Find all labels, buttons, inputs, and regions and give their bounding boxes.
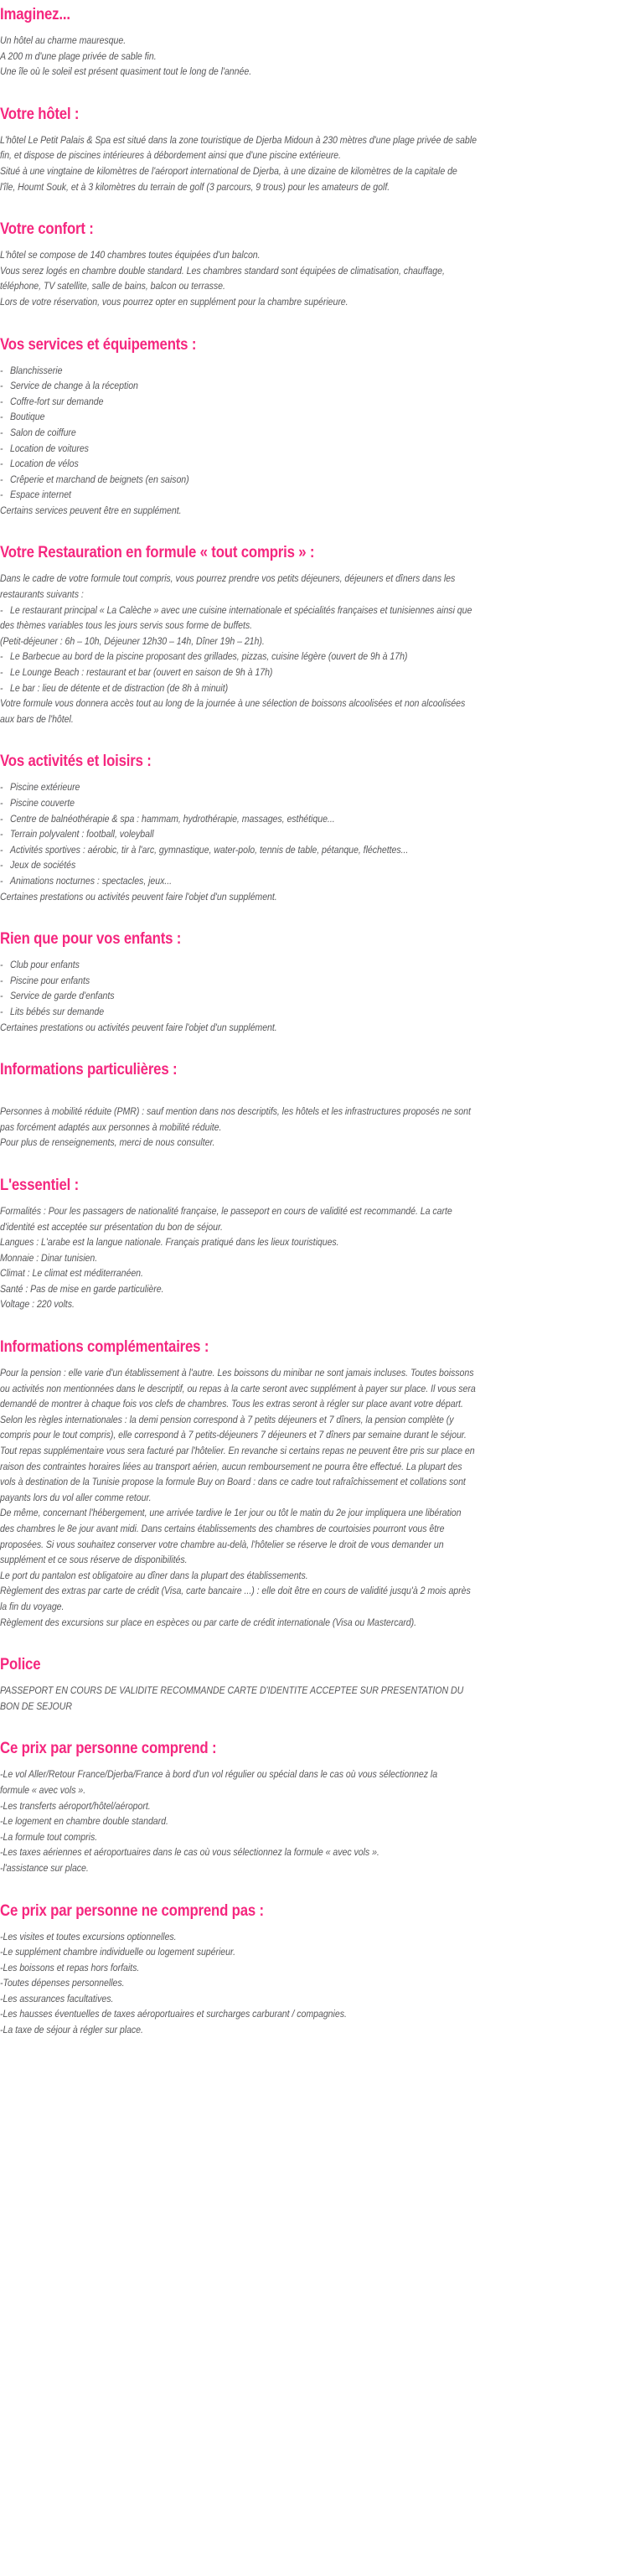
bullet-label: Lits bébés sur demande xyxy=(9,1005,105,1017)
body-line: des chambres le 8e jour avant midi. Dans certains établissements des chambres de courtoisies pourront vous être xyxy=(0,1523,445,1534)
bullet-label: Le Barbecue au bord de la piscine proposant des grillades, pizzas, cuisine légère (ouvert de 9h à 17h) xyxy=(9,650,408,663)
heading-text: Rien que pour vos enfants : xyxy=(0,929,182,949)
heading-text: Informations complémentaires : xyxy=(0,1337,209,1357)
bullet-item xyxy=(0,394,543,410)
bullet-label: Club pour enfants xyxy=(9,959,80,971)
heading-text: Ce prix par personne comprend : xyxy=(0,1739,217,1758)
body-line: -Les transferts aéroport/hôtel/aéroport. xyxy=(0,1799,151,1812)
bullet-label: Piscine pour enfants xyxy=(9,974,90,986)
bullet-label: Salon de coiffure xyxy=(9,426,76,438)
bullet-item xyxy=(0,957,543,973)
bullet-dash-icon: - xyxy=(0,666,3,679)
bullet-label: Espace internet xyxy=(9,489,71,501)
bullet-label: Boutique xyxy=(9,411,45,423)
bullet-dash-icon: - xyxy=(0,489,3,501)
bullet-item xyxy=(0,973,543,989)
heading-body-gap xyxy=(0,1088,635,1104)
bullet-item xyxy=(0,988,543,1004)
body-line: Climat : Le climat est méditerranéen. xyxy=(0,1267,143,1280)
body-line: -Les hausses éventuelles de taxes aéroportuaires et surcharges carburant / compagnies. xyxy=(0,2008,347,2020)
body-line: Votre formule vous donnera accès tout au long de la journée à une sélection de boissons alcoolisées et non alcoolisées xyxy=(0,697,466,710)
bullet-item xyxy=(0,680,543,696)
bullet-label: Piscine couverte xyxy=(9,797,75,809)
body-line: fin, et dispose de piscines intérieures à débordement ainsi que d'une piscine extérieure. xyxy=(0,149,341,162)
section-heading-informations-particulieres xyxy=(0,1060,635,1079)
body-line: Santé : Pas de mise en garde particulière. xyxy=(0,1282,164,1295)
body-line: A 200 m d'une plage privée de sable fin. xyxy=(0,49,157,62)
bullet-label: Activités sportives : aérobic, tir à l'arc, gymnastique, water-polo, tennis de table, pétanque, fléchettes... xyxy=(9,843,409,856)
bullet-item xyxy=(0,649,543,665)
body-line: BON DE SEJOUR xyxy=(0,1699,72,1712)
section-heading-rien-que-pour-vos-enfants xyxy=(0,929,635,948)
section-body xyxy=(0,1203,635,1312)
section-rien-que-pour-vos-enfants xyxy=(0,929,635,1035)
heading-text: Votre Restauration en formule « tout compris » : xyxy=(0,543,315,562)
section-body xyxy=(0,571,635,727)
section-body xyxy=(0,363,635,519)
bullet-label: Jeux de sociétés xyxy=(9,859,76,872)
bullet-dash-icon: - xyxy=(0,426,3,438)
body-line: supplément et ce sous réserve de disponibilités. xyxy=(0,1554,188,1566)
bullet-label: Centre de balnéothérapie & spa : hammam, hydrothérapie, massages, esthétique... xyxy=(9,812,335,825)
body-line: aux bars de l'hôtel. xyxy=(0,712,74,725)
body-line: Une île où le soleil est présent quasiment tout le long de l'année. xyxy=(0,65,252,78)
heading-text: Votre confort : xyxy=(0,220,94,239)
body-line: L'hôtel se compose de 140 chambres toutes équipées d'un balcon. xyxy=(0,249,261,261)
bullet-label: Service de change à la réception xyxy=(9,380,138,392)
body-line: -Le vol Aller/Retour France/Djerba/France à bord d'un vol régulier ou spécial dans le cas où vous sélectionnez la xyxy=(0,1768,438,1781)
section-l-essentiel xyxy=(0,1176,635,1312)
bullet-item xyxy=(0,779,543,795)
bullet-label: Le bar : lieu de détente et de distraction (de 8h à minuit) xyxy=(9,681,229,694)
body-line: payants lors du vol aller comme retour. xyxy=(0,1491,152,1503)
bullet-item xyxy=(0,811,543,827)
bullet-dash-icon: - xyxy=(0,395,3,407)
bullet-dash-icon: - xyxy=(0,650,3,663)
body-line: Selon les règles internationales : la demi pension correspond à 7 petits déjeuners et 7 dîners, la pension complète (y xyxy=(0,1413,454,1425)
section-prix-ne-comprend-pas xyxy=(0,1901,635,2038)
bullet-item xyxy=(0,441,543,457)
bullet-dash-icon: - xyxy=(0,828,3,841)
bullet-item xyxy=(0,603,543,618)
section-body xyxy=(0,1766,635,1875)
body-line: Dans le cadre de votre formule tout compris, vous pourrez prendre vos petits déjeuners, déjeuners et dîners dans les xyxy=(0,572,456,585)
bullet-label: Le restaurant principal « La Calèche » avec une cuisine internationale et spécialités françaises et tunisiennes ainsi que xyxy=(9,603,472,616)
body-line: Un hôtel au charme mauresque. xyxy=(0,34,126,46)
section-informations-complementaires xyxy=(0,1337,635,1630)
body-line: ou activités non mentionnées dans le descriptif, ou repas à la carte seront avec supplément à payer sur place. Il vous sera xyxy=(0,1382,476,1394)
body-line: Monnaie : Dinar tunisien. xyxy=(0,1251,98,1264)
heading-text: L'essentiel : xyxy=(0,1175,80,1194)
body-line: -Les assurances facultatives. xyxy=(0,1992,114,2004)
body-line: (Petit-déjeuner : 6h – 10h, Déjeuner 12h30 – 14h, Dîner 19h – 21h). xyxy=(0,634,265,647)
body-line: pas forcément adaptés aux personnes à mobilité réduite. xyxy=(0,1120,222,1133)
bullet-item xyxy=(0,487,543,503)
bullet-item xyxy=(0,425,543,441)
section-heading-vos-services xyxy=(0,335,635,354)
bullet-label: Le Lounge Beach : restaurant et bar (ouvert en saison de 9h à 17h) xyxy=(9,666,273,679)
bullet-dash-icon: - xyxy=(0,990,3,1002)
section-votre-hotel xyxy=(0,105,635,194)
body-line: Certaines prestations ou activités peuvent faire l'objet d'un supplément. xyxy=(0,1021,277,1033)
bullet-item xyxy=(0,378,543,394)
bullet-label: Coffre-fort sur demande xyxy=(9,395,104,407)
bullet-item xyxy=(0,472,543,488)
section-heading-informations-complementaires xyxy=(0,1337,635,1356)
body-line: compris pour le tout compris), elle correspond à 7 petits-déjeuners 7 déjeuners et 7 dîners par semaine durant le séjour. xyxy=(0,1429,467,1441)
body-line: Voltage : 220 volts. xyxy=(0,1298,75,1311)
body-line: De même, concernant l'hébergement, une arrivée tardive le 1er jour ou tôt le matin du 2e jour impliquera une libération xyxy=(0,1507,462,1519)
heading-text: Informations particulières : xyxy=(0,1060,178,1079)
body-line: Personnes à mobilité réduite (PMR) : sauf mention dans nos descriptifs, les hôtels et les infrastructures proposés ne sont xyxy=(0,1105,471,1118)
heading-text: Police xyxy=(0,1655,41,1674)
body-line: proposées. Si vous souhaitez conserver votre chambre au-delà, l'hôtelier se réserve le droit de vous demander un xyxy=(0,1538,444,1550)
bullet-item xyxy=(0,795,543,811)
bullet-dash-icon: - xyxy=(0,473,3,485)
heading-text: Vos services et équipements : xyxy=(0,334,197,354)
section-body xyxy=(0,1929,635,2038)
body-line: restaurants suivants : xyxy=(0,588,84,601)
bullet-label: Service de garde d'enfants xyxy=(9,990,115,1002)
bullet-dash-icon: - xyxy=(0,974,3,986)
body-line: -Le supplément chambre individuelle ou logement supérieur. xyxy=(0,1946,235,1958)
bullet-dash-icon: - xyxy=(0,859,3,872)
body-line: Langues : L'arabe est la langue nationale. Français pratiqué dans les lieux touristiques. xyxy=(0,1236,339,1249)
body-line: Certaines prestations ou activités peuvent faire l'objet d'un supplément. xyxy=(0,890,277,903)
bullet-item xyxy=(0,826,543,842)
section-body xyxy=(0,1683,635,1714)
bullet-dash-icon: - xyxy=(0,812,3,825)
body-line: Formalités : Pour les passagers de nationalité française, le passeport en cours de validité est recommandé. La carte xyxy=(0,1204,452,1217)
body-line: Règlement des excursions sur place en espèces ou par carte de crédit internationale (Visa ou Mastercard). xyxy=(0,1616,417,1628)
bullet-dash-icon: - xyxy=(0,797,3,809)
section-vos-activites xyxy=(0,752,635,904)
section-body xyxy=(0,132,635,194)
body-line: -Les boissons et repas hors forfaits. xyxy=(0,1961,140,1973)
bullet-label: Piscine extérieure xyxy=(9,781,80,794)
section-vos-services xyxy=(0,335,635,519)
bullet-item xyxy=(0,456,543,472)
bullet-item xyxy=(0,842,543,858)
bullet-label: Terrain polyvalent : football, voleyball xyxy=(9,828,154,841)
bullet-label: Blanchisserie xyxy=(9,364,63,376)
bullet-label: Location de vélos xyxy=(9,458,79,470)
body-line: -l'assistance sur place. xyxy=(0,1861,89,1874)
body-line: -La taxe de séjour à régler sur place. xyxy=(0,2024,143,2036)
bullet-item xyxy=(0,1004,543,1020)
body-line: -Les visites et toutes excursions optionnelles. xyxy=(0,1930,177,1942)
heading-text: Vos activités et loisirs : xyxy=(0,752,152,771)
section-imaginez xyxy=(0,5,635,80)
heading-text: Imaginez... xyxy=(0,5,70,23)
bullet-dash-icon: - xyxy=(0,781,3,794)
body-line: -Toutes dépenses personnelles. xyxy=(0,1977,125,1989)
bullet-dash-icon: - xyxy=(0,874,3,887)
body-line: l'île, Houmt Souk, et à 3 kilomètres du terrain de golf (3 parcours, 9 trous) pour les amateurs de golf. xyxy=(0,180,390,193)
bullet-dash-icon: - xyxy=(0,959,3,971)
bullet-dash-icon: - xyxy=(0,411,3,423)
bullet-dash-icon: - xyxy=(0,442,3,454)
body-line: Vous serez logés en chambre double standard. Les chambres standard sont équipées de climatisation, chauffage, xyxy=(0,264,445,277)
bullet-item xyxy=(0,665,543,680)
section-body xyxy=(0,1365,635,1630)
bullet-dash-icon: - xyxy=(0,681,3,694)
body-line: Pour plus de renseignements, merci de nous consulter. xyxy=(0,1136,215,1149)
bullet-dash-icon: - xyxy=(0,458,3,470)
section-heading-l-essentiel xyxy=(0,1176,635,1194)
bullet-dash-icon: - xyxy=(0,380,3,392)
body-line: demandé de montrer à chaque fois vos clefs de chambres. Tous les extras seront à régler sur place avant votre départ. xyxy=(0,1398,463,1410)
body-line: la fin du voyage. xyxy=(0,1600,65,1612)
section-body xyxy=(0,779,635,904)
section-votre-restauration xyxy=(0,543,635,727)
bullet-dash-icon: - xyxy=(0,843,3,856)
bullet-label: Crêperie et marchand de beignets (en saison) xyxy=(9,473,189,485)
section-heading-police xyxy=(0,1655,635,1673)
bullet-item xyxy=(0,873,543,889)
body-line: -Les taxes aériennes et aéroportuaires dans le cas où vous sélectionnez la formule « avec vols ». xyxy=(0,1846,379,1859)
body-line: L'hôtel Le Petit Palais & Spa est situé dans la zone touristique de Djerba Midoun à 230 mètres d'une plage privée de sable xyxy=(0,133,477,146)
section-police xyxy=(0,1655,635,1714)
section-body xyxy=(0,957,635,1035)
heading-text: Votre hôtel : xyxy=(0,104,80,123)
body-line: PASSEPORT EN COURS DE VALIDITE RECOMMANDE CARTE D'IDENTITE ACCEPTEE SUR PRESENTATION DU xyxy=(0,1684,464,1697)
body-line: formule « avec vols ». xyxy=(0,1783,86,1796)
body-line: Situé à une vingtaine de kilomètres de l'aéroport international de Djerba, à une dizaine de kilomètres de la capitale de xyxy=(0,164,457,177)
bullet-label: Animations nocturnes : spectacles, jeux... xyxy=(9,874,173,887)
body-line: Lors de votre réservation, vous pourrez opter en supplément pour la chambre supérieure. xyxy=(0,295,348,308)
section-heading-votre-restauration xyxy=(0,543,635,561)
section-heading-votre-confort xyxy=(0,220,635,238)
body-line: raison des contraintes horaires liées au transport aérien, aucun remboursement ne pourra être effectué. La plupart des xyxy=(0,1460,462,1472)
body-line: Pour la pension : elle varie d'un établissement à l'autre. Les boissons du minibar ne sont jamais incluses. Toutes boissons xyxy=(0,1367,474,1379)
body-line: Certains services peuvent être en supplément. xyxy=(0,504,182,516)
section-prix-comprend xyxy=(0,1739,635,1875)
heading-text: Ce prix par personne ne comprend pas : xyxy=(0,1901,264,1920)
section-votre-confort xyxy=(0,220,635,309)
section-body xyxy=(0,247,635,309)
section-body xyxy=(0,1104,635,1151)
body-line: vols à destination de la Tunisie propose la formule Buy on Board : dans ce cadre tout rafraîchissement et collations sont xyxy=(0,1476,466,1488)
body-line: d'identité est acceptée sur présentation du bon de séjour. xyxy=(0,1220,223,1233)
section-informations-particulieres xyxy=(0,1060,635,1151)
bullet-item xyxy=(0,363,543,379)
body-line: téléphone, TV satellite, salle de bains, balcon ou terrasse. xyxy=(0,280,225,292)
section-body xyxy=(0,33,635,80)
body-line: -Le logement en chambre double standard. xyxy=(0,1815,168,1828)
bullet-dash-icon: - xyxy=(0,1005,3,1017)
bullet-item xyxy=(0,857,543,873)
bullet-dash-icon: - xyxy=(0,364,3,376)
section-heading-prix-ne-comprend-pas xyxy=(0,1901,635,1920)
section-heading-prix-comprend xyxy=(0,1739,635,1757)
body-line: des thèmes variables tous les jours servis sous forme de buffets. xyxy=(0,619,253,632)
body-line: Règlement des extras par carte de crédit (Visa, carte bancaire ...) : elle doit être en cours de validité jusqu'à 2 mois après xyxy=(0,1585,471,1597)
bullet-label: Location de voitures xyxy=(9,442,89,454)
bullet-item xyxy=(0,409,543,425)
bullet-dash-icon: - xyxy=(0,603,3,616)
body-line: Tout repas supplémentaire vous sera facturé par l'hôtelier. En revanche si certains repas ne peuvent être pris sur place en xyxy=(0,1445,475,1457)
body-line: -La formule tout compris. xyxy=(0,1830,98,1843)
section-heading-imaginez xyxy=(0,5,635,23)
section-heading-vos-activites xyxy=(0,752,635,770)
body-line: Le port du pantalon est obligatoire au dîner dans la plupart des établissements. xyxy=(0,1569,308,1581)
section-heading-votre-hotel xyxy=(0,105,635,123)
